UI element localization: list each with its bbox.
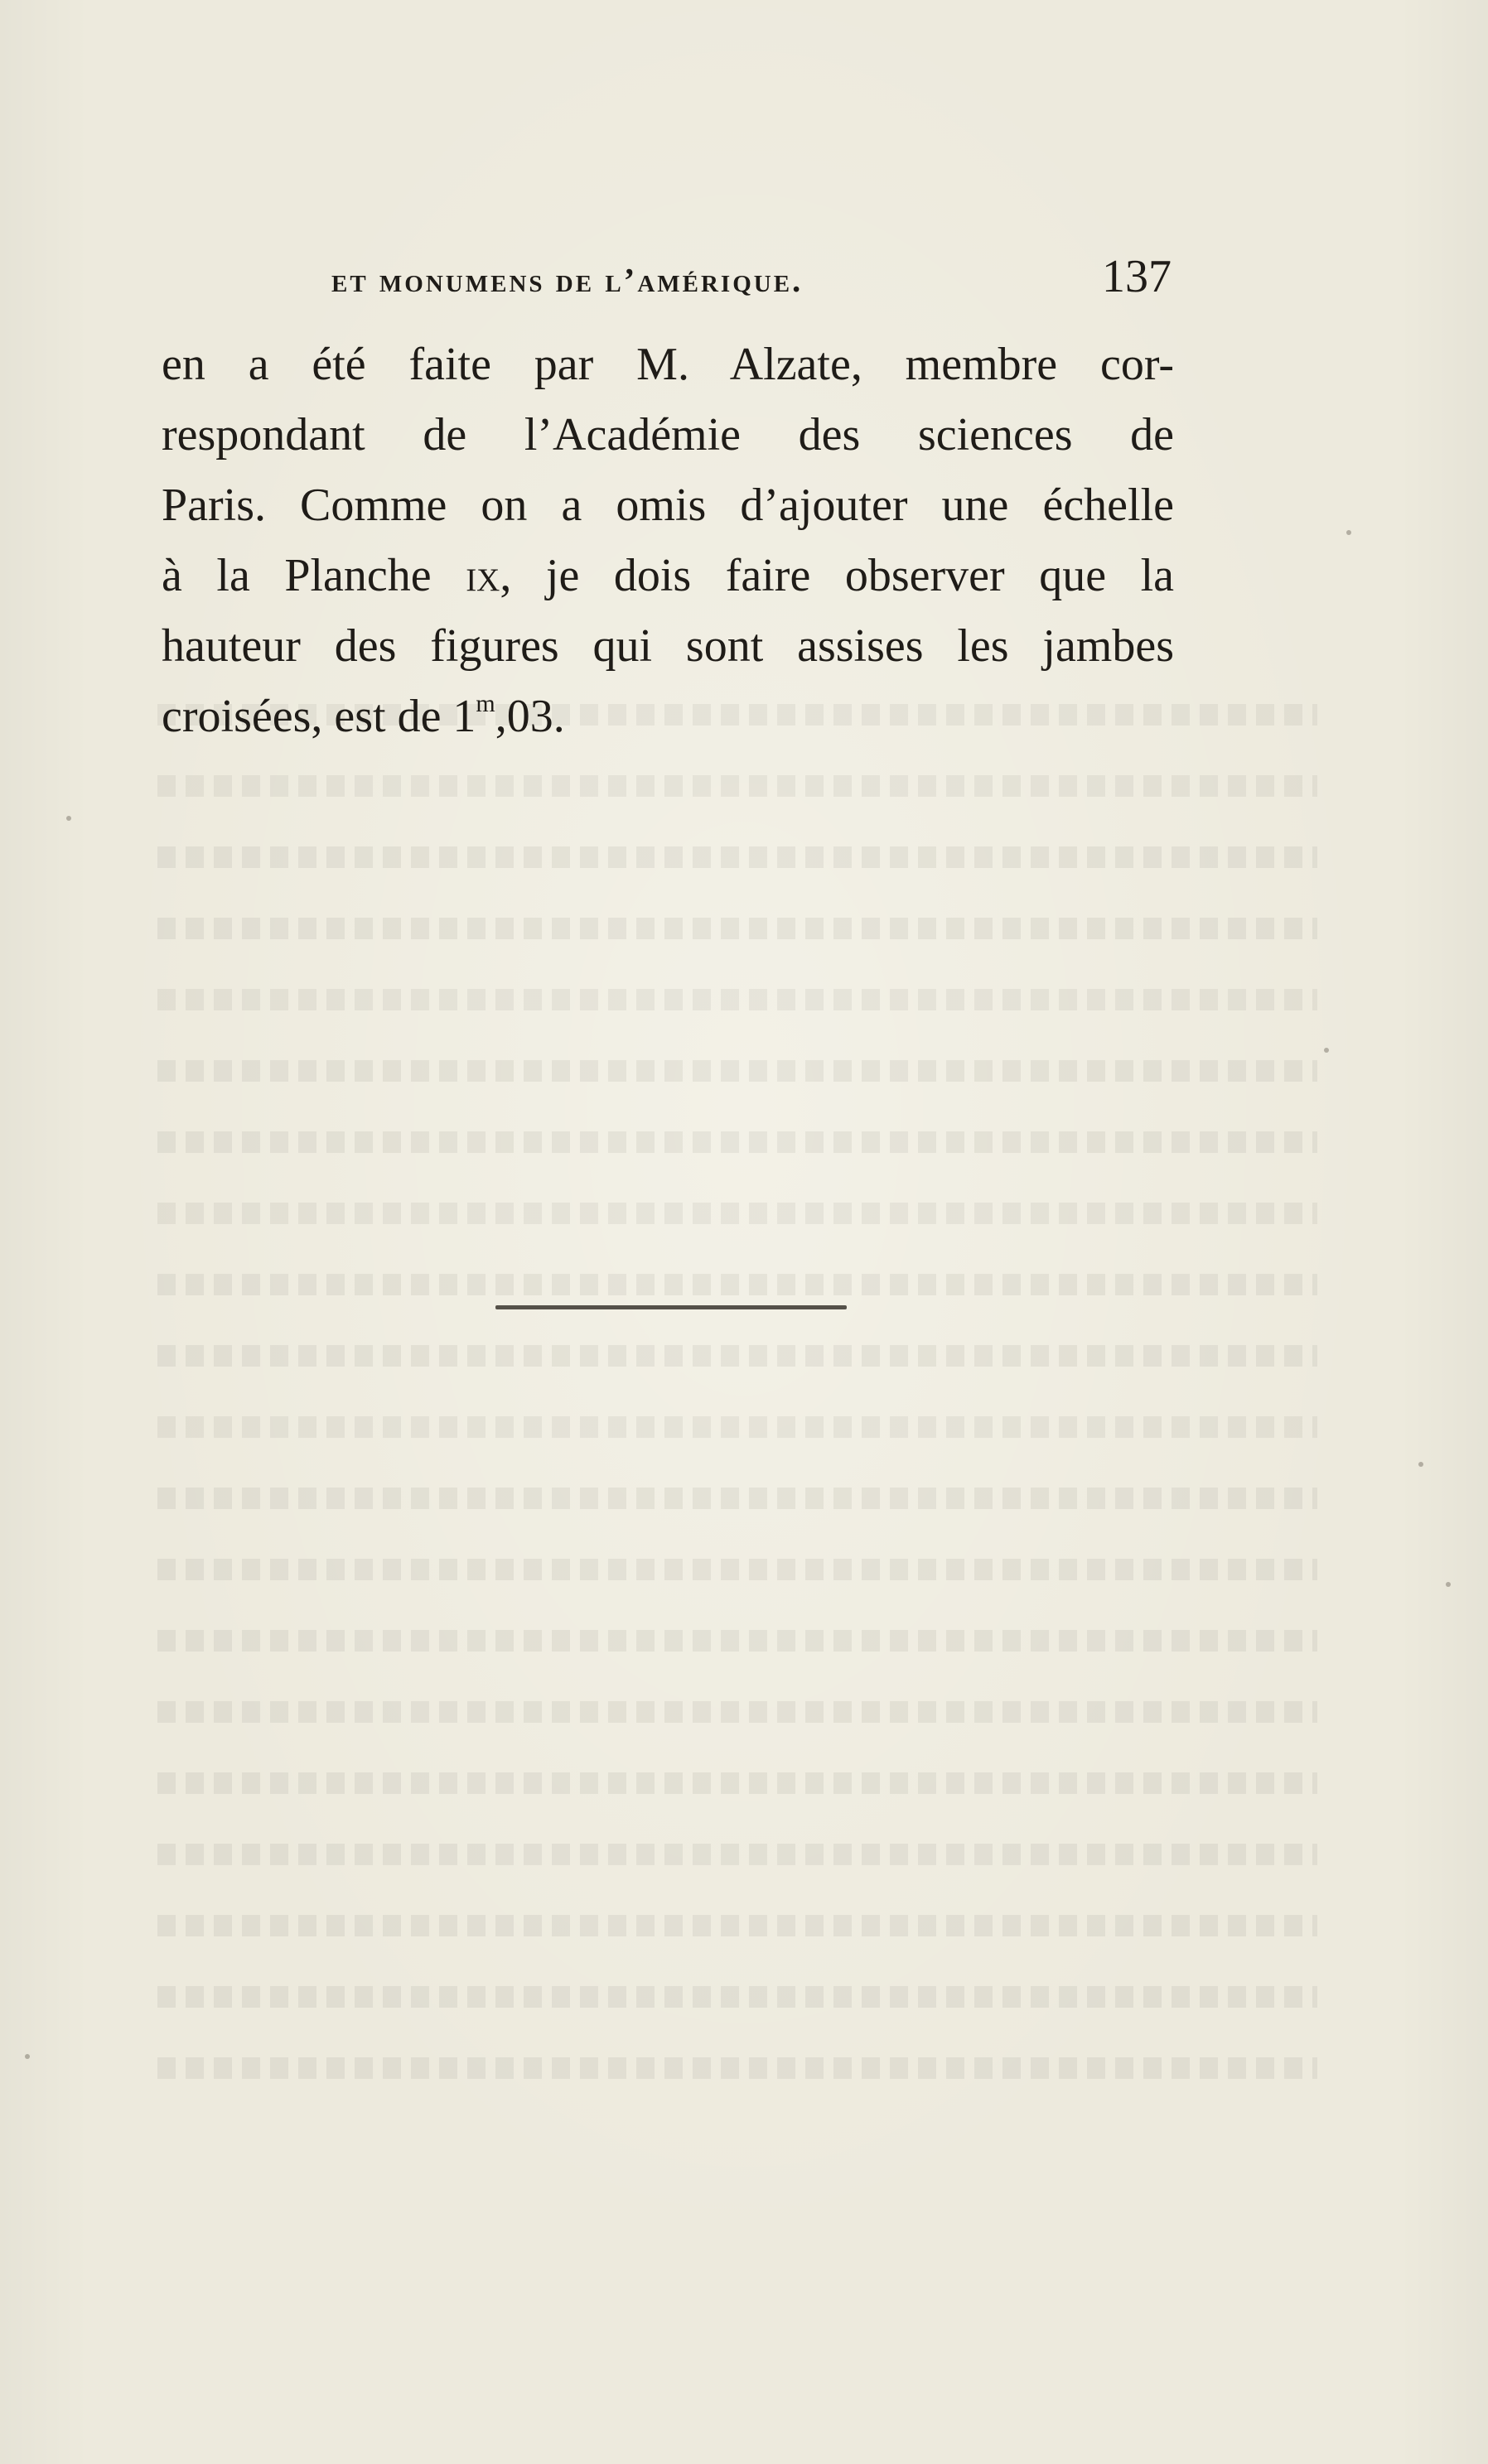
text-line-4-end: , je dois faire observer que la (500, 550, 1175, 601)
paper-speck (1446, 1582, 1451, 1587)
running-head (157, 251, 1172, 305)
paper-speck (1346, 530, 1351, 535)
text-line-3: Paris. Comme on a omis d’ajouter une échelle (162, 480, 1174, 531)
text-line-4-start: à la Planche (162, 550, 432, 601)
body-paragraph (162, 330, 1174, 752)
show-through-text (157, 704, 1317, 2153)
text-line-6-start: croisées, est de 1 (162, 691, 476, 742)
text-line-4 (162, 541, 1174, 611)
measure-value: ,03. (495, 691, 565, 742)
unit-superscript: m (476, 690, 495, 717)
text-line-6 (162, 682, 1174, 752)
paper-speck (1418, 1462, 1423, 1467)
text-line-1: en a été faite par M. Alzate, membre cor- (162, 339, 1174, 390)
text-line-2: respondant de l’Académie des sciences de (162, 409, 1174, 460)
paper-speck (66, 816, 71, 821)
plate-numeral: ix (466, 550, 500, 601)
running-title: et monumens de l’amérique. (331, 261, 804, 299)
text-line-5: hauteur des figures qui sont assises les jambes (162, 620, 1174, 672)
paper-speck (25, 2054, 30, 2059)
paper-speck (1324, 1048, 1329, 1053)
page-number: 137 (1102, 251, 1172, 302)
section-rule (495, 1305, 847, 1309)
